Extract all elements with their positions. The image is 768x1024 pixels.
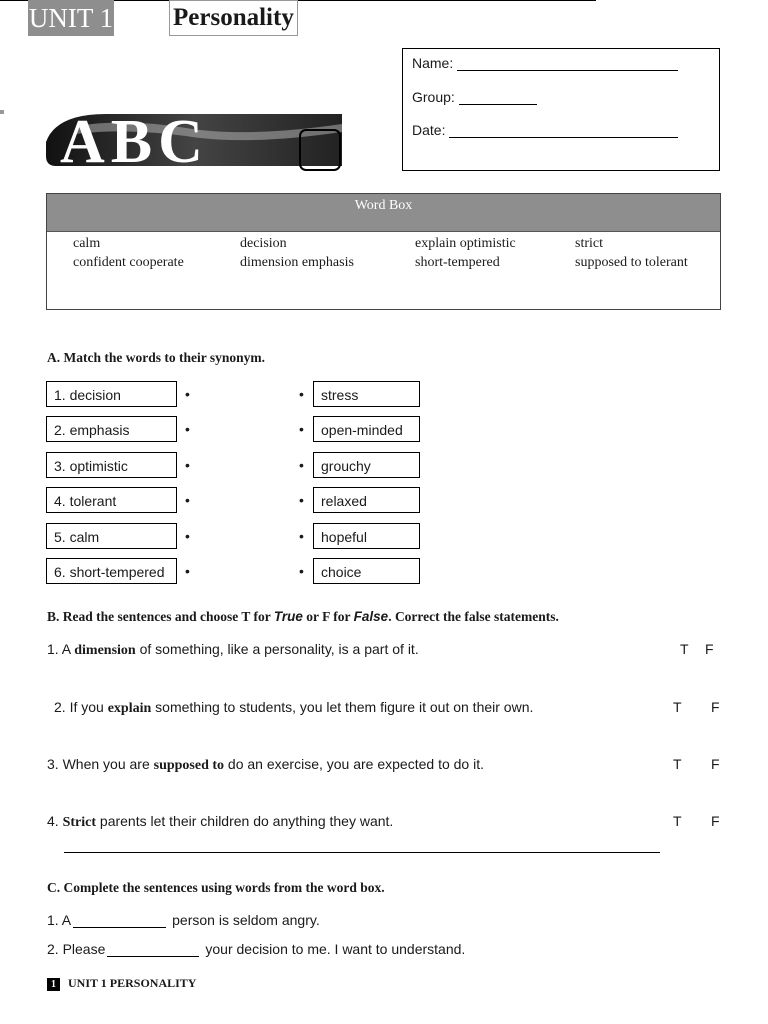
match-dot-left[interactable]: • — [185, 386, 190, 402]
section-c-heading: C. Complete the sentences using words from the word box. — [47, 880, 385, 895]
match-left-item: 5. calm — [46, 523, 177, 549]
match-right-item: open-minded — [313, 416, 420, 442]
match-left-item: 4. tolerant — [46, 487, 177, 513]
match-left-item: 6. short-tempered — [46, 558, 177, 584]
true-option[interactable]: T — [673, 756, 682, 772]
match-left-item: 1. decision — [46, 381, 177, 407]
match-right-item: relaxed — [313, 487, 420, 513]
sentence-post: person is seldom angry. — [172, 912, 320, 928]
tf-sentence-2 — [54, 699, 533, 717]
word-cell: dimension emphasis — [240, 255, 354, 270]
section-b-heading-pre: B. Read the sentences and choose T for — [47, 609, 274, 624]
footer-text: UNIT 1 PERSONALITY — [68, 976, 197, 990]
name-line[interactable] — [457, 56, 678, 71]
group-label: Group: — [412, 89, 455, 105]
section-b-heading — [47, 609, 559, 625]
tf-sentence-4 — [47, 813, 393, 831]
word-box — [46, 193, 721, 310]
sentence-keyword: supposed to — [153, 758, 225, 773]
true-option[interactable]: T — [673, 813, 682, 829]
sentence-pre: 2. If you — [54, 699, 108, 715]
sentence-pre: 3. When you are — [47, 756, 154, 772]
word-cell: calm — [73, 236, 101, 251]
date-row — [412, 122, 678, 138]
sentence-keyword: explain — [107, 701, 152, 716]
match-dot-left[interactable]: • — [185, 457, 190, 473]
section-a-heading: A. Match the words to their synonym. — [47, 350, 265, 365]
sentence-post: of something, like a personality, is a part of it. — [135, 641, 419, 657]
sentence-keyword: dimension — [74, 643, 136, 658]
false-option[interactable]: F — [711, 813, 720, 829]
match-right-item: stress — [313, 381, 420, 407]
logo-text: ABC — [60, 112, 209, 172]
sentence-post: parents let their children do anything they want. — [96, 813, 394, 829]
match-right-item: choice — [313, 558, 420, 584]
date-label: Date: — [412, 122, 446, 138]
false-option[interactable]: F — [711, 756, 720, 772]
section-b-heading-true: True — [273, 609, 303, 624]
match-dot-right[interactable]: • — [299, 386, 304, 402]
match-right-item: grouchy — [313, 452, 420, 478]
group-row — [412, 89, 537, 105]
false-option[interactable]: F — [711, 699, 720, 715]
sentence-pre: 1. A — [47, 912, 72, 928]
match-dot-right[interactable]: • — [299, 563, 304, 579]
sentence-pre: 1. A — [47, 641, 75, 657]
fill-sentence-2 — [47, 941, 465, 957]
name-label: Name: — [412, 55, 454, 71]
word-cell: confident cooperate — [73, 255, 184, 270]
word-cell: supposed to tolerant — [575, 255, 688, 270]
true-option[interactable]: T — [680, 641, 689, 657]
match-dot-right[interactable]: • — [299, 528, 304, 544]
unit-title: Personality — [169, 0, 298, 36]
sentence-post: your decision to me. I want to understand. — [205, 941, 466, 957]
word-box-title: Word Box — [47, 194, 720, 232]
match-dot-left[interactable]: • — [185, 528, 190, 544]
footer-page-number: 1 — [47, 978, 60, 991]
blank-line[interactable] — [73, 913, 166, 928]
match-dot-left[interactable]: • — [185, 492, 190, 508]
student-info-box — [402, 48, 720, 171]
word-cell: explain optimistic — [415, 236, 516, 251]
word-cell: strict — [575, 236, 603, 251]
tf-sentence-3 — [47, 756, 484, 774]
match-dot-left[interactable]: • — [185, 563, 190, 579]
section-b-heading-post: . Correct the false statements. — [388, 609, 559, 624]
word-cell: short-tempered — [415, 255, 500, 270]
sentence-post: something to students, you let them figure it out on their own. — [151, 699, 534, 715]
correction-line[interactable] — [64, 852, 660, 853]
match-dot-right[interactable]: • — [299, 492, 304, 508]
match-dot-left[interactable]: • — [185, 421, 190, 437]
sentence-pre: 2. Please — [47, 941, 106, 957]
margin-mark — [0, 110, 4, 114]
sentence-keyword: Strict — [62, 815, 97, 830]
blank-line[interactable] — [107, 942, 199, 957]
abc-logo-graphic — [46, 112, 342, 172]
tf-sentence-1 — [47, 641, 419, 659]
abc-logo — [46, 112, 342, 172]
section-b-heading-mid: or F for — [302, 609, 354, 624]
true-option[interactable]: T — [673, 699, 682, 715]
match-left-item: 2. emphasis — [46, 416, 177, 442]
word-cell: decision — [240, 236, 287, 251]
match-dot-right[interactable]: • — [299, 421, 304, 437]
date-line[interactable] — [449, 123, 678, 138]
sentence-pre: 4. — [47, 813, 63, 829]
match-right-item: hopeful — [313, 523, 420, 549]
match-left-item: 3. optimistic — [46, 452, 177, 478]
group-line[interactable] — [459, 90, 537, 105]
sentence-post: do an exercise, you are expected to do it. — [224, 756, 484, 772]
section-b-heading-false: False — [353, 609, 389, 624]
fill-sentence-1 — [47, 912, 320, 928]
name-row — [412, 55, 678, 71]
unit-badge: UNIT 1 — [28, 0, 114, 36]
false-option[interactable]: F — [705, 641, 714, 657]
match-dot-right[interactable]: • — [299, 457, 304, 473]
